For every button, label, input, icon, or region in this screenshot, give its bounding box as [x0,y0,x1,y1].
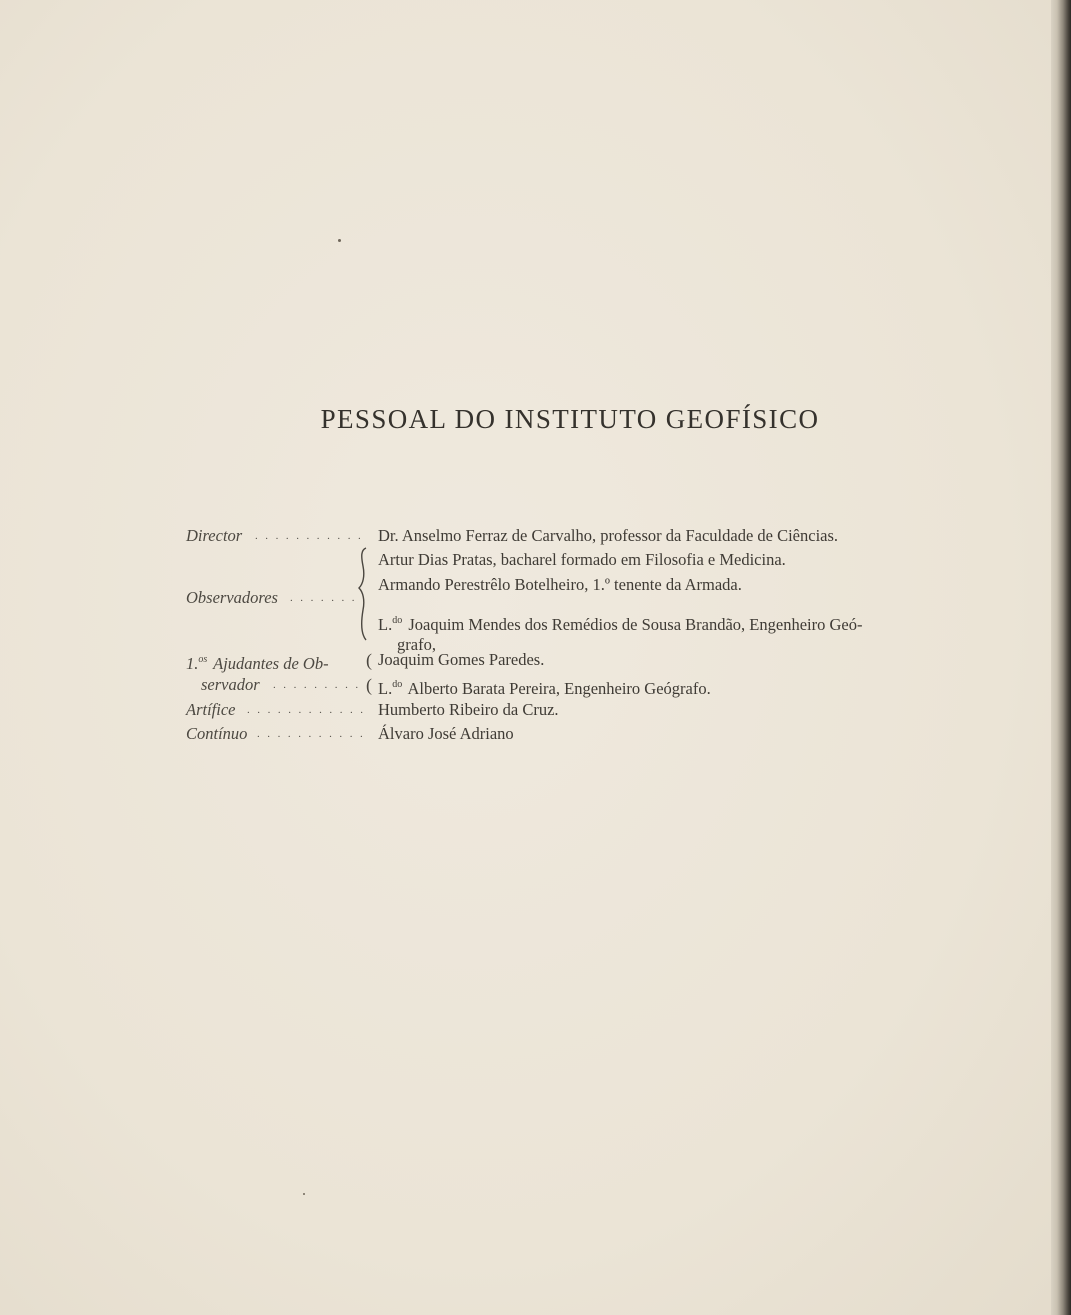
paper-speck [338,239,341,242]
role-label-continuo: Contínuo [186,724,248,743]
director-name: Dr. Anselmo Ferraz de Carvalho, professor da Faculdade de Ciências. [378,526,839,545]
ajudante-name-text: Alberto Barata Pereira, Engenheiro Geógrafo. [407,679,711,698]
role-label-ajudantes [186,648,329,676]
leader-dots: . . . . . . . . . . . . [247,704,366,716]
book-spine-edge [1051,0,1071,1315]
leader-dots: . . . . . . . . . . . [255,530,364,542]
observador-name: Armando Perestrêlo Botelheiro, 1.º tenente da Armada. [378,575,742,594]
observador-name-text: Joaquim Mendes dos Remédios de Sousa Brandão, Engenheiro Geó- [408,615,863,634]
abbrev-licenciado: L. [378,615,393,634]
observador-name: Artur Dias Pratas, bacharel formado em Filosofia e Medicina. [378,550,786,569]
staff-row-director [0,524,1051,548]
ordinal-sup: os [198,654,208,665]
paper-speck [303,1193,305,1195]
abbrev-sup: do [392,615,403,626]
staff-row-continuo [0,722,1051,746]
staff-row-artifice [0,698,1051,722]
abbrev-licenciado: L. [378,679,393,698]
ajudantes-line-2 [0,673,1051,697]
leader-dots: . . . . . . . [290,592,357,604]
role-label-text: Ajudantes de Ob- [213,654,329,673]
role-label-director: Director [186,526,243,545]
brace-icon [354,546,374,642]
ajudante-name: Joaquim Gomes Paredes. [378,650,545,669]
observadores-label-row [0,586,1051,610]
artifice-name: Humberto Ribeiro da Cruz. [378,700,559,719]
role-label-observadores: Observadores [186,588,278,607]
role-label-artifice: Artífice [186,700,236,719]
observador-line-3 [0,609,1051,633]
leader-dots: . . . . . . . . . [273,679,361,691]
page-title: PESSOAL DO INSTITUTO GEOFÍSICO [320,404,820,434]
ordinal-number: 1. [186,654,199,673]
brace-icon: ( [366,675,372,695]
ajudantes-line-1 [0,648,1051,672]
abbrev-sup: do [392,679,403,690]
role-label-ajudantes-cont: servador [201,675,260,694]
ajudante-name-2 [378,673,711,701]
brace-icon: ( [366,650,372,670]
leader-dots: . . . . . . . . . . . [257,728,366,740]
continuo-name: Álvaro José Adriano [378,724,514,743]
observador-name-continuation: grafo, [397,635,436,654]
observador-line-1 [0,548,1051,572]
